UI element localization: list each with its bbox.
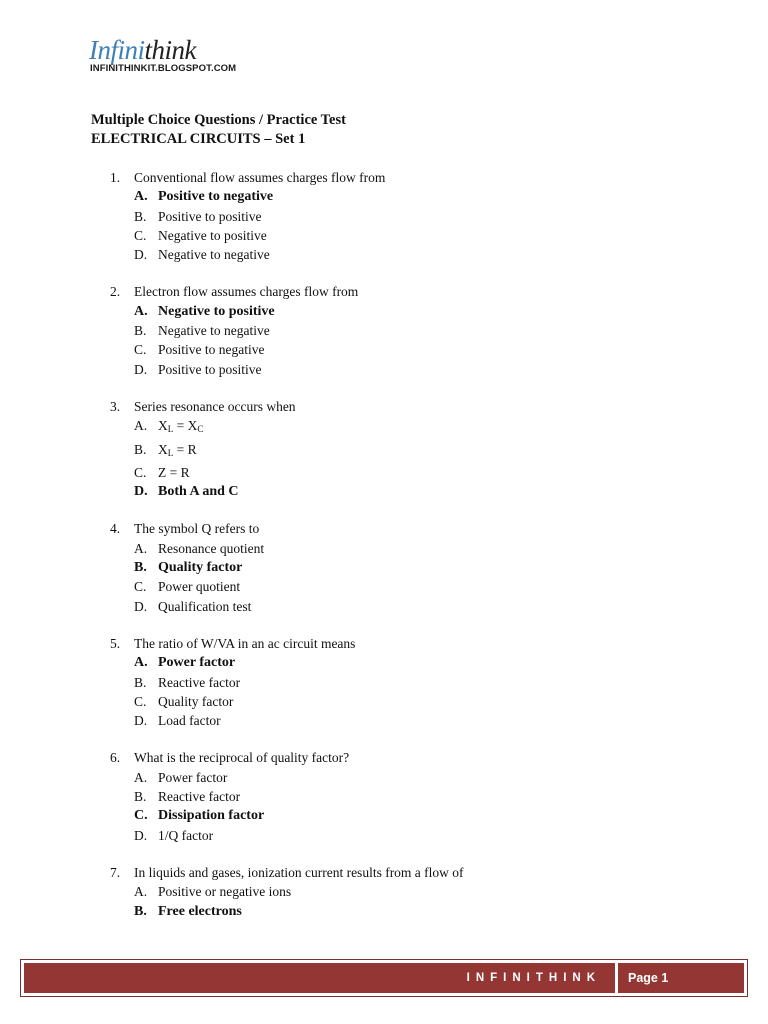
question-number: 1. [110,170,121,185]
question-number: 4. [110,521,121,537]
logo [89,35,237,80]
option-d: D. Load factor [134,713,221,729]
option-b: B. Negative to negative [134,323,270,339]
option-d: D. Negative to negative [134,247,270,263]
option-c: C. Positive to negative [134,342,265,358]
option-b-correct: B. Free electrons [134,903,242,919]
question-text: Series resonance occurs when [134,398,296,414]
formula-xl-eq-r: $X_L = R$ [158,441,197,458]
option-a: A. Resonance quotient [134,540,265,556]
logo-url: INFINITHINKIT.BLOGSPOT.COM [90,63,237,74]
option-c-correct: C. Dissipation factor [134,808,265,824]
question-number: 6. [110,750,121,766]
option-d-correct: D. Both A and C [134,484,239,500]
question-7 [110,863,670,921]
question-1 [110,168,670,264]
option-c: C. Z = R [134,464,190,480]
question-5 [110,634,670,730]
logo-wordmark: Infinithink [89,35,196,65]
question-number: 2. [110,284,121,300]
question-text: The ratio of W/VA in an ac circuit means [134,635,356,651]
question-number: 7. [110,864,121,880]
document-header [91,111,346,149]
option-a: A. Power factor [134,769,228,785]
option-a: A. Positive or negative ions [134,884,292,900]
option-a-correct: A. Power factor [134,655,236,671]
option-d: D. 1/Q factor [134,827,214,843]
document-title: Multiple Choice Questions / Practice Test [91,112,346,128]
option-b: B. $X_L = R$ [134,440,670,463]
question-6 [110,748,670,844]
option-d: D. Qualification test [134,598,252,614]
question-3 [110,397,670,501]
question-text: The symbol Q refers to [134,521,260,537]
question-4 [110,519,670,615]
option-b: B. Positive to positive [134,208,262,224]
document-subtitle: ELECTRICAL CIRCUITS – Set 1 [91,131,306,147]
option-d: D. Positive to positive [134,361,262,377]
question-text: Electron flow assumes charges flow from [134,284,359,300]
option-c: C. Power quotient [134,579,241,595]
question-number: 5. [110,635,121,651]
question-2 [110,282,670,378]
question-text: In liquids and gases, ionization current results from a flow of [134,864,464,880]
option-b-correct: B. Quality factor [134,560,243,576]
formula-xl-eq-xc: $X_L = X_C$ [158,418,204,435]
page-footer [20,959,748,997]
page-number: Page 1 [618,963,744,993]
question-text: What is the reciprocal of quality factor? [134,750,350,766]
option-a: A. $X_L = X_C$ [134,416,670,439]
question-text: Conventional flow assumes charges flow from [134,170,386,185]
option-c: C. Quality factor [134,693,234,709]
question-number: 3. [110,398,121,414]
footer-brand: INFINITHINK [24,963,615,993]
option-a-correct: A. Positive to negative [134,189,274,205]
option-a-correct: A. Negative to positive [134,303,275,319]
question-list [110,168,670,939]
option-c: C. Negative to positive [134,227,267,243]
option-b: B. Reactive factor [134,674,241,690]
option-b: B. Reactive factor [134,789,241,805]
